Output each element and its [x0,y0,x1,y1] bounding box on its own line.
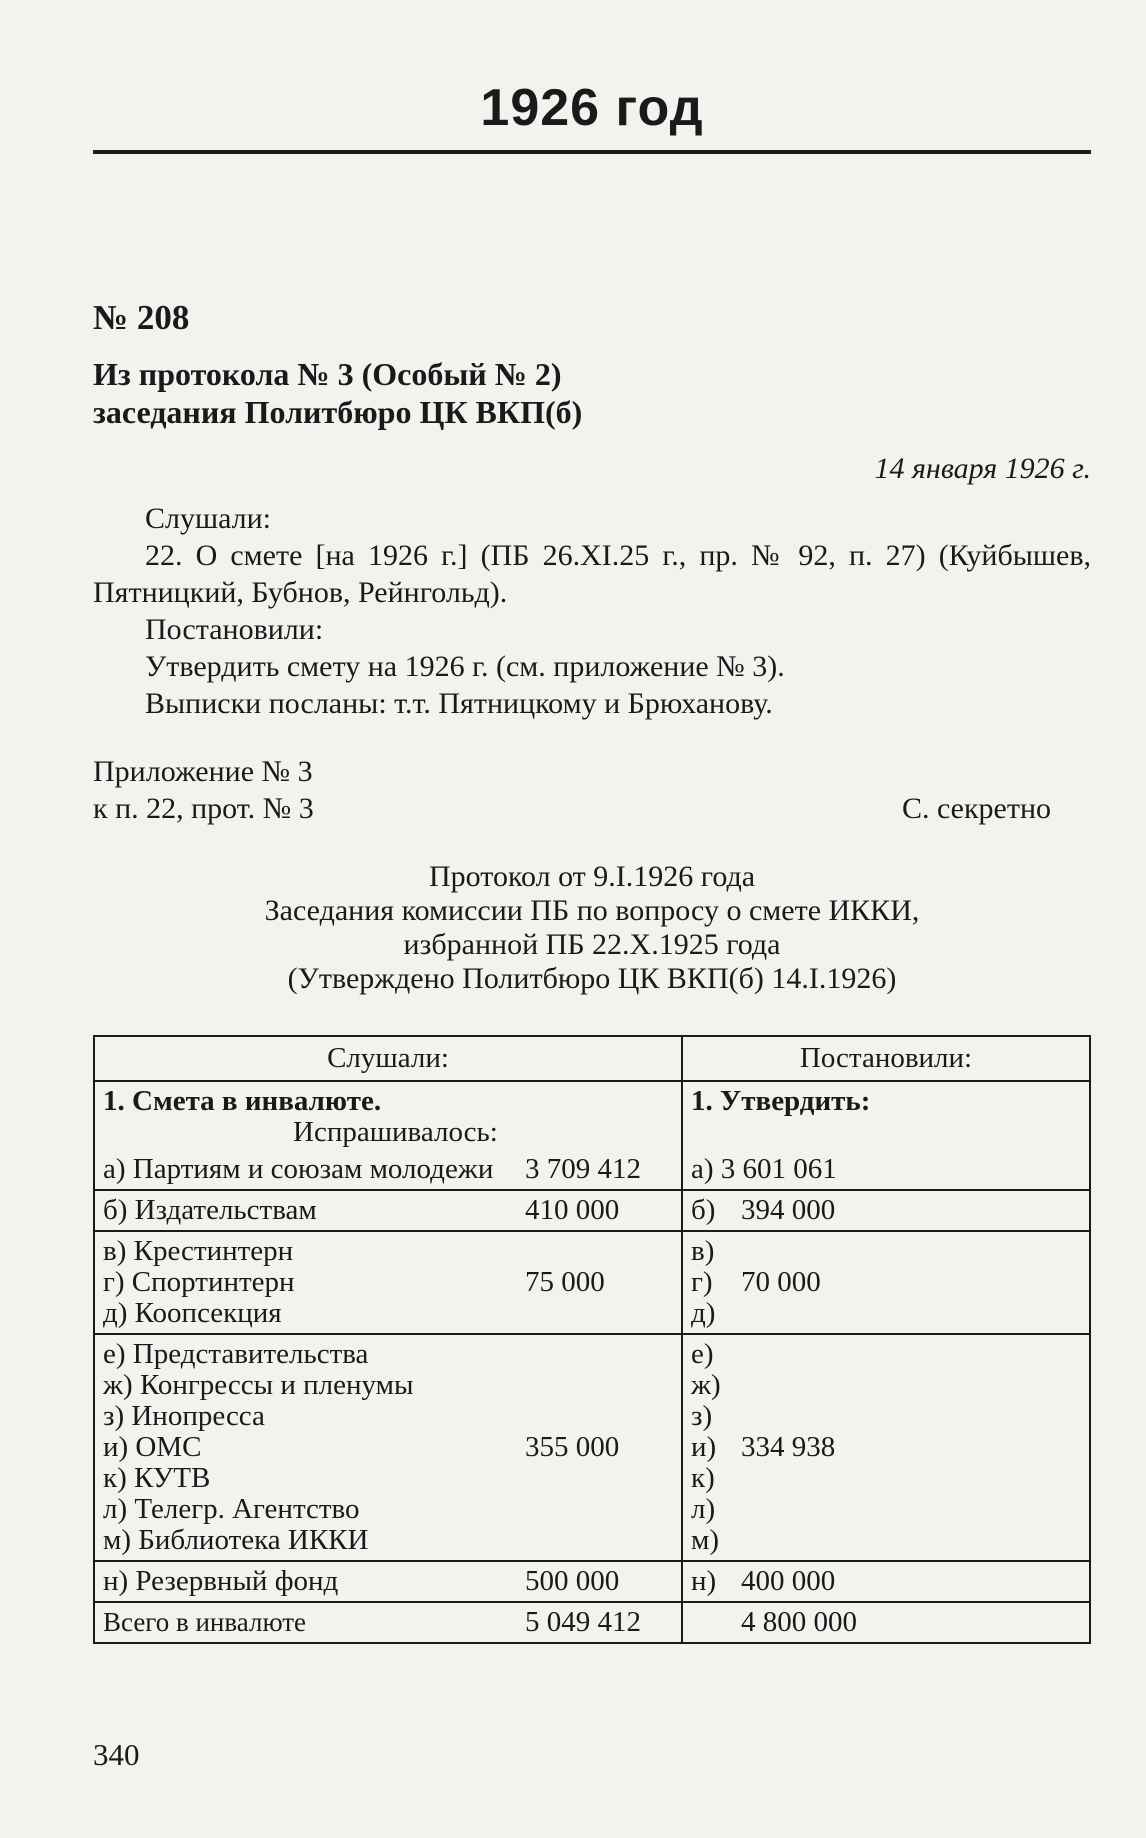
row2-right-label: б) [691,1194,716,1226]
row3-right-label: г) [691,1266,713,1298]
row4-item: к) КУТВ [103,1462,211,1494]
row5-amount: 500 000 [525,1565,620,1597]
table-row [94,1190,1090,1231]
document-title [93,355,993,431]
heard-label: Слушали: [145,502,272,535]
resolved-text: Утвердить смету на 1926 г. (см. приложение № 3). [145,650,785,683]
row3-item: д) Коопсекция [103,1297,282,1329]
row4-item: л) Телегр. Агентство [103,1493,360,1525]
row2-item: б) Издательствам [103,1194,317,1226]
row5-right-label: н) [691,1565,717,1597]
row4-right-label: м) [691,1524,720,1556]
table-row [94,1231,1090,1334]
table-row [94,1561,1090,1602]
row5-right-amount: 400 000 [741,1565,836,1597]
protocol-line4: (Утверждено Политбюро ЦК ВКП(б) 14.I.1926) [287,962,897,995]
table-row [94,1334,1090,1561]
row4-item: е) Представительства [103,1338,369,1370]
header-resolved: Постановили: [682,1036,1090,1081]
appendix-note [93,753,1051,827]
row1-item: а) Партиям и союзам молодежи [103,1153,494,1185]
row3-item: в) Крестинтерн [103,1235,294,1267]
row4-item: и) ОМС [103,1431,202,1463]
table-total-row [94,1602,1090,1643]
total-label: Всего в инвалюте [103,1607,307,1637]
secrecy-stamp: С. секретно [901,792,1051,825]
protocol-line1: Протокол от 9.I.1926 года [428,860,756,893]
extracts-text: Выписки посланы: т.т. Пятницкому и Брюханову. [145,687,773,720]
protocol-body [93,500,1091,722]
row4-right-label: л) [691,1493,716,1525]
row3-amount: 75 000 [525,1266,605,1298]
row4-right-amount: 334 938 [741,1431,836,1463]
total-right-amount: 4 800 000 [741,1606,857,1638]
book-page [93,0,1091,1838]
table-header-row [94,1036,1090,1081]
row3-right-label: в) [691,1235,715,1267]
row1-requested: Испрашивалось: [293,1116,498,1148]
protocol-line3: избранной ПБ 22.X.1925 года [403,928,781,961]
total-amount: 5 049 412 [525,1606,641,1638]
row1-right-amount: а) 3 601 061 [691,1153,837,1185]
commission-protocol-heading [93,860,1091,996]
row4-right-label: е) [691,1338,714,1370]
table-row [94,1081,1090,1190]
heard-text: 22. О смете [на 1926 г.] (ПБ 26.XI.25 г., пр. № 92, п. 27) (Куйбышев, Пятницкий, Бубнов, Рейнгольд). [93,539,1091,609]
row3-item: г) Спортинтерн [103,1266,295,1298]
row1-amount: 3 709 412 [525,1153,641,1185]
row3-right-amount: 70 000 [741,1266,821,1298]
budget-table [93,1035,1091,1644]
row4-right-label: ж) [691,1369,721,1401]
row1-right-title: 1. Утвердить: [691,1085,871,1117]
row4-item: з) Инопресса [103,1400,265,1432]
resolved-label: Постановили: [145,613,324,646]
row2-amount: 410 000 [525,1194,620,1226]
header-rule [93,150,1091,154]
document-number: № 208 [93,298,190,337]
document-title-line1: Из протокола № 3 (Особый № 2) [93,356,562,392]
document-title-line2: заседания Политбюро ЦК ВКП(б) [93,394,583,430]
row4-item: м) Библиотека ИККИ [103,1524,369,1556]
row4-right-label: к) [691,1462,715,1494]
row2-right-amount: 394 000 [741,1194,836,1226]
row4-right-label: и) [691,1431,717,1463]
row4-right-label: з) [691,1400,713,1432]
row5-item: н) Резервный фонд [103,1565,339,1597]
row4-item: ж) Конгрессы и пленумы [103,1369,414,1401]
row4-amount: 355 000 [525,1431,620,1463]
appendix-line1: Приложение № 3 [93,755,313,788]
protocol-line2: Заседания комиссии ПБ по вопросу о смете ИККИ, [264,894,920,927]
document-date: 14 января 1926 г. [874,452,1091,485]
appendix-line2: к п. 22, прот. № 3 [93,792,314,825]
header-heard: Слушали: [94,1036,682,1081]
row1-title: 1. Смета в инвалюте. [103,1085,382,1117]
row3-right-label: д) [691,1297,716,1329]
page-number: 340 [93,1737,140,1772]
running-title: 1926 год [480,79,704,137]
